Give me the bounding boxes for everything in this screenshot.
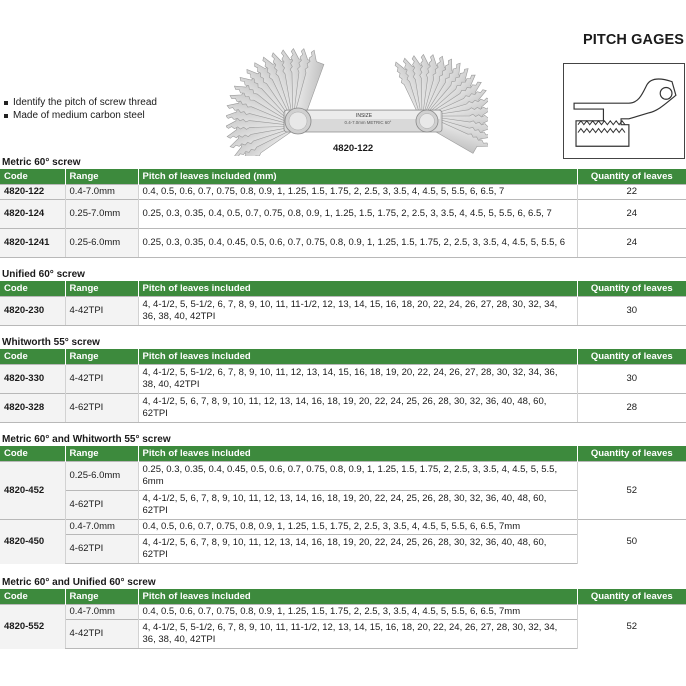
section-title: Metric 60° and Whitworth 55° screw (2, 434, 171, 445)
section-title: Metric 60° and Unified 60° screw (2, 577, 156, 588)
col-header-qty: Quantity of leaves (577, 589, 686, 605)
spec-table (0, 446, 686, 564)
col-header-range: Range (65, 349, 138, 365)
col-header-pitch: Pitch of leaves included (138, 446, 577, 462)
photo-brand-label: INSIZE (355, 113, 373, 119)
bullet-square-icon (4, 114, 8, 118)
section-metric-60 (0, 156, 686, 258)
col-header-range: Range (65, 281, 138, 297)
table-row: 4820-328 4-62TPI 4, 4-1/2, 5, 6, 7, 8, 9, 10, 11, 12, 13, 14, 16, 18, 19, 20, 22, 24, 25, 26, 28, 30, 32, 36, 40, 48, 60, 62TPI 28 (0, 394, 686, 423)
spec-table (0, 589, 686, 649)
col-header-qty: Quantity of leaves (577, 349, 686, 365)
table-row: 4820-122 0.4-7.0mm 0.4, 0.5, 0.6, 0.7, 0.75, 0.8, 0.9, 1, 1.25, 1.5, 1.75, 2, 2.5, 3, 3.5, 4, 4.5, 5, 5.5, 6, 6.5, 7 22 (0, 185, 686, 200)
table-row: 4820-450 0.4-7.0mm 0.4, 0.5, 0.6, 0.7, 0.75, 0.8, 0.9, 1, 1.25, 1.5, 1.75, 2, 2.5, 3, 3.5, 4, 4.5, 5, 5.5, 6, 6.5, 7mm 50 (0, 520, 686, 535)
col-header-range: Range (65, 446, 138, 462)
feature-list (4, 97, 157, 122)
section-title: Unified 60° screw (2, 269, 85, 280)
col-header-code: Code (0, 281, 65, 297)
col-header-code: Code (0, 589, 65, 605)
spec-table (0, 349, 686, 423)
section-title: Whitworth 55° screw (2, 337, 100, 348)
col-header-range: Range (65, 589, 138, 605)
table-row: 4-62TPI 4, 4-1/2, 5, 6, 7, 8, 9, 10, 11, 12, 13, 14, 16, 18, 19, 20, 22, 24, 25, 26, 28, 30, 32, 36, 40, 48, 60, 62TPI (0, 535, 686, 564)
table-row: 4820-124 0.25-7.0mm 0.25, 0.3, 0.35, 0.4, 0.5, 0.7, 0.75, 0.8, 0.9, 1, 1.25, 1.5, 1.75, 2, 2.5, 3, 3.5, 4, 4.5, 5, 5.5, 6, 6.5, 7 24 (0, 200, 686, 229)
table-row: 4820-1241 0.25-6.0mm 0.25, 0.3, 0.35, 0.4, 0.45, 0.5, 0.6, 0.7, 0.75, 0.8, 0.9, 1, 1.25, 1.5, 1.75, 2, 2.5, 3, 3.5, 4, 4.5, 5, 5.5, 6 24 (0, 229, 686, 258)
col-header-pitch: Pitch of leaves included (mm) (138, 169, 577, 185)
col-header-range: Range (65, 169, 138, 185)
table-row: 4820-230 4-42TPI 4, 4-1/2, 5, 5-1/2, 6, 7, 8, 9, 10, 11, 11-1/2, 12, 13, 14, 15, 16, 18, 20, 22, 24, 26, 27, 28, 30, 32, 34, 36, 38, 40, 42TPI 30 (0, 297, 686, 326)
bullet-square-icon (4, 101, 8, 105)
col-header-pitch: Pitch of leaves included (138, 589, 577, 605)
table-row: 4820-452 0.25-6.0mm 0.25, 0.3, 0.35, 0.4, 0.45, 0.5, 0.6, 0.7, 0.75, 0.8, 0.9, 1, 1.25, 1.5, 1.75, 2, 2.5, 3, 3.5, 4, 4.5, 5, 5.5, 6mm 52 (0, 462, 686, 491)
section-whitworth-55 (0, 336, 686, 423)
section-title: Metric 60° screw (2, 157, 81, 168)
table-row: 4-62TPI 4, 4-1/2, 5, 6, 7, 8, 9, 10, 11, 12, 13, 14, 16, 18, 19, 20, 22, 24, 25, 26, 28, 30, 32, 36, 40, 48, 60, 62TPI (0, 491, 686, 520)
col-header-qty: Quantity of leaves (577, 169, 686, 185)
section-unified-60 (0, 268, 686, 326)
table-row: 4-42TPI 4, 4-1/2, 5, 5-1/2, 6, 7, 8, 9, 10, 11, 11-1/2, 12, 13, 14, 15, 16, 18, 20, 22, 24, 26, 27, 28, 30, 32, 34, 36, 38, 40, 42TPI (0, 620, 686, 649)
table-row: 4820-330 4-42TPI 4, 4-1/2, 5, 5-1/2, 6, 7, 8, 9, 10, 11, 12, 13, 14, 15, 16, 18, 19, 20, 22, 24, 26, 27, 28, 30, 32, 34, 36, 38, 40, 42TPI 30 (0, 365, 686, 394)
pitch-gage-photo (226, 38, 488, 156)
table-row: 4820-552 0.4-7.0mm 0.4, 0.5, 0.6, 0.7, 0.75, 0.8, 0.9, 1, 1.25, 1.5, 1.75, 2, 2.5, 3, 3.5, 4, 4.5, 5, 5.5, 6, 6.5, 7mm 52 (0, 605, 686, 620)
spec-table (0, 169, 686, 258)
page-title: PITCH GAGES (583, 32, 684, 48)
photo-range-label: 0.4-7.0mm METRIC 60° (344, 120, 392, 125)
col-header-code: Code (0, 446, 65, 462)
section-metric-whitworth (0, 433, 686, 564)
thread-diagram (563, 63, 685, 159)
section-metric-unified (0, 576, 686, 649)
col-header-code: Code (0, 349, 65, 365)
col-header-qty: Quantity of leaves (577, 281, 686, 297)
col-header-pitch: Pitch of leaves included (138, 349, 577, 365)
col-header-pitch: Pitch of leaves included (138, 281, 577, 297)
photo-caption: 4820-122 (333, 143, 374, 154)
col-header-code: Code (0, 169, 65, 185)
feature-item: Made of medium carbon steel (4, 110, 157, 123)
spec-table (0, 281, 686, 326)
col-header-qty: Quantity of leaves (577, 446, 686, 462)
feature-item: Identify the pitch of screw thread (4, 97, 157, 110)
